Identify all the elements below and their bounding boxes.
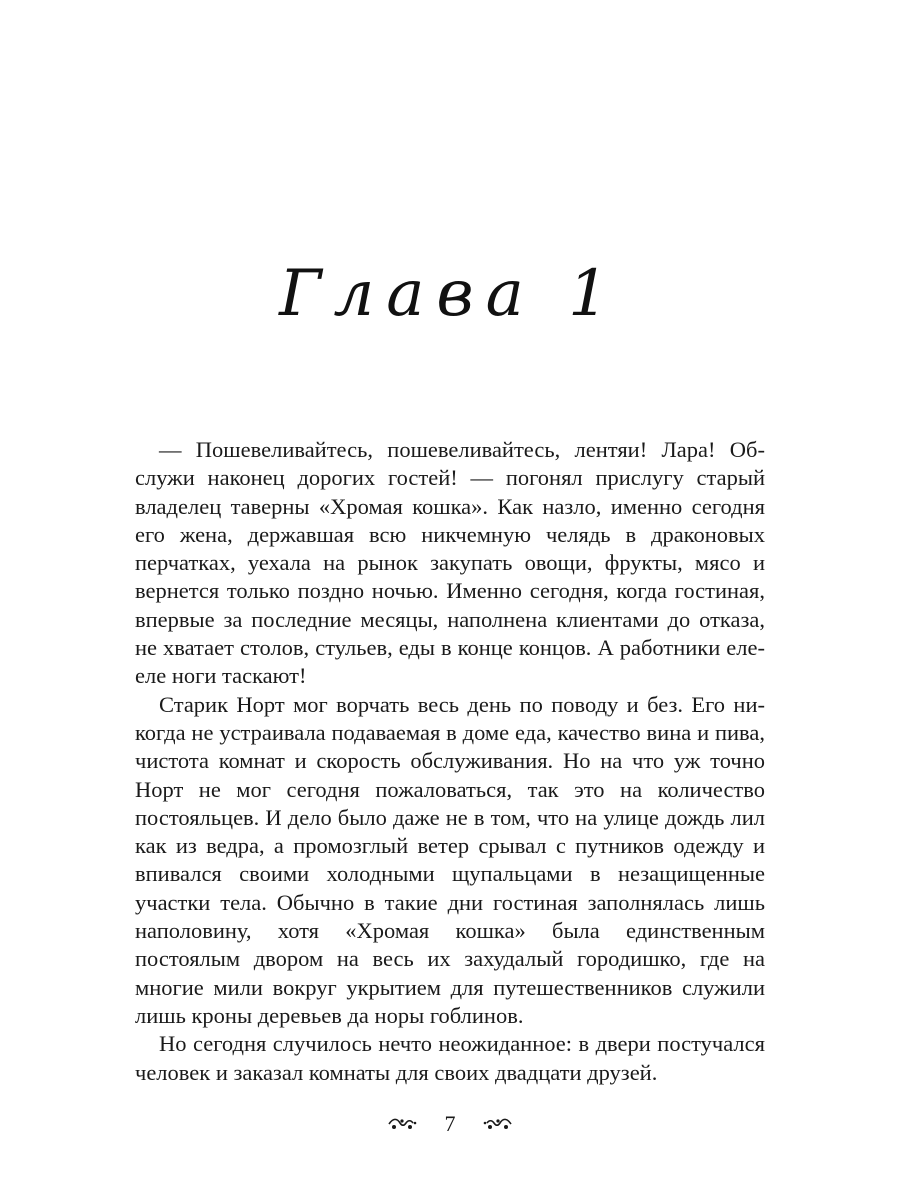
paragraph: — Пошевеливайтесь, пошевеливайтесь, лентяи! Лара! Обслужи наконец дорогих гостей! — погонял прислугу старый владелец таверны «Хромая кошка». Как назло, именно сегодня его жена, державшая всю никчемную челядь в драконовых перчатках, уехала на рынок закупать овощи, фрукты, мясо и вернется только поздно ночью. Именно сегодня, когда гостиная, впервые за последние месяцы, наполнена клиентами до отказа, не хватает столов, стульев, еды в конце концов. А работники еле-еле ноги таскают! [135,437,765,689]
chapter-body [135,436,765,1087]
page-footer [0,1108,900,1138]
floral-ornament-icon [387,1110,417,1138]
paragraph: Но сегодня случилось нечто неожиданное: в двери постучался человек и заказал комнаты для своих двадцати друзей. [135,1031,765,1085]
paragraph: Старик Норт мог ворчать весь день по поводу и без. Его никогда не устраивала подаваемая в доме еда, качество вина и пива, чистота комнат и скорость обслуживания. Но на что уж точно Норт не мог сегодня пожаловаться, так это на количество постояльцев. И дело было даже не в том, что на улице дождь лил как из ведра, а промозглый ветер срывал с путников одежду и впивался своими холодными щупальцами в незащищенные участки тела. Обычно в такие дни гостиная заполнялась лишь наполовину, хотя «Хромая кошка» была единственным постоялым двором на весь их захудалый городишко, где на многие мили вокруг укрытием для путешественников служили лишь кроны деревьев да норы гоблинов. [135,691,765,1028]
floral-ornament-icon [483,1110,513,1138]
page-number: 7 [444,1110,456,1136]
chapter-title: Глава 1 [279,257,621,331]
